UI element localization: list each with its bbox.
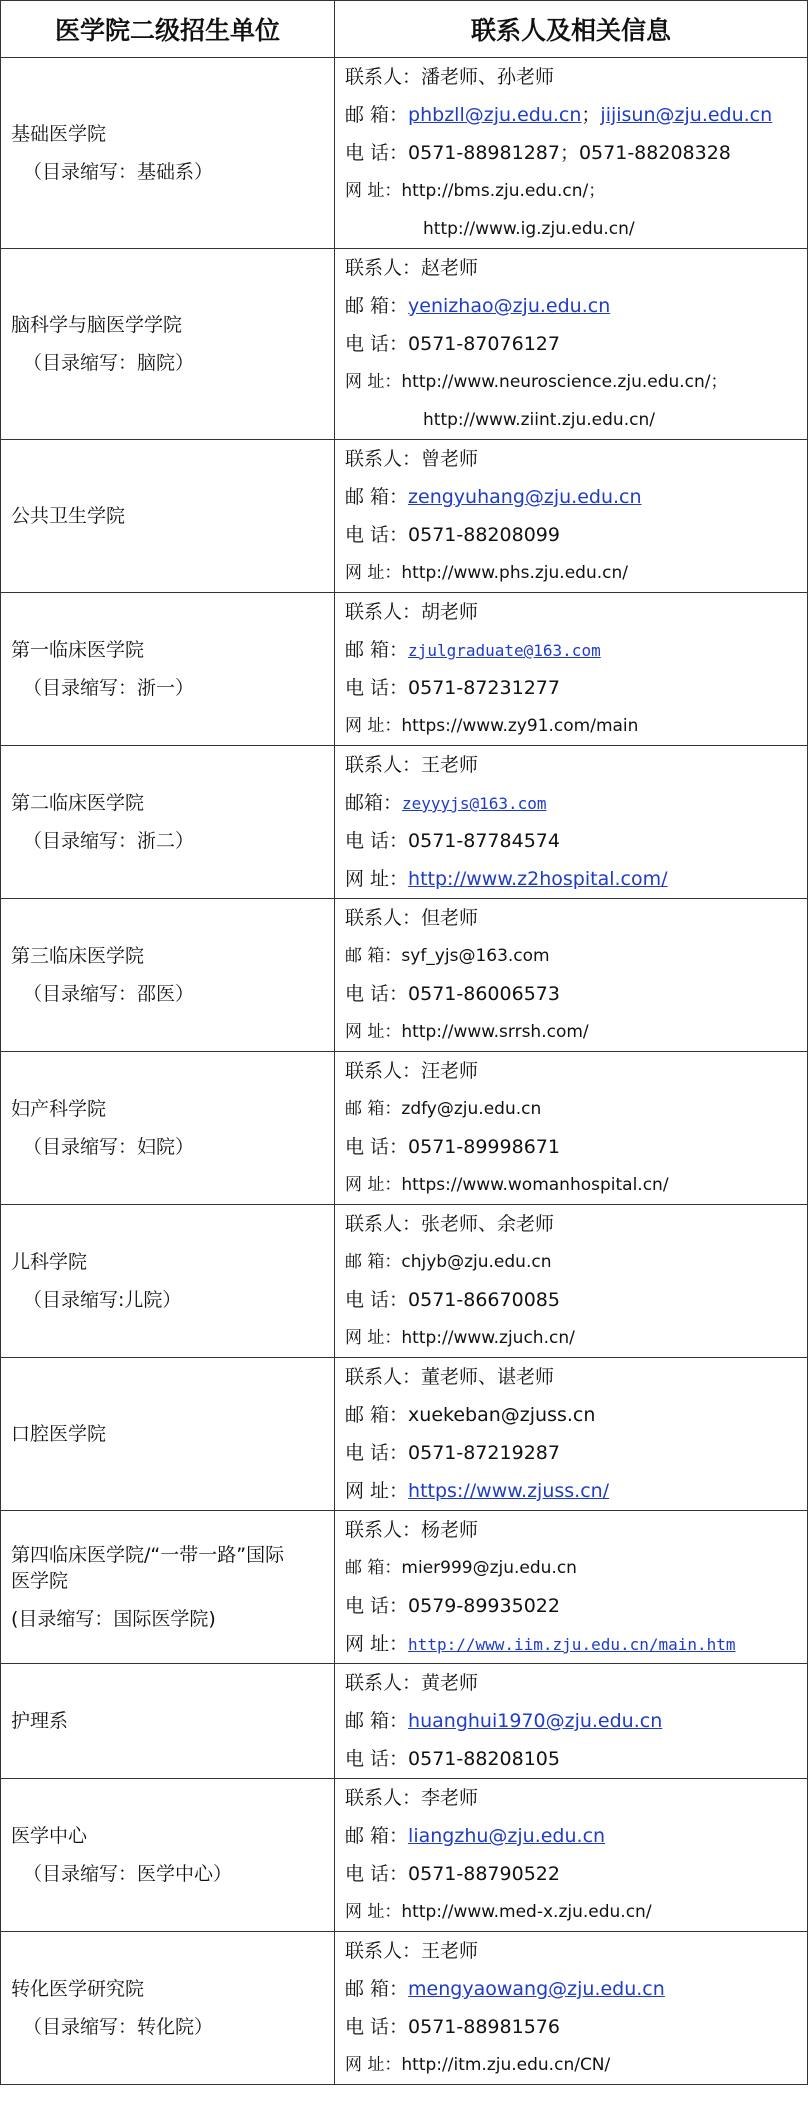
phone-line [345,1281,801,1319]
phone-label: 电 话： [345,333,409,355]
unit-name: 公共卫生学院 [11,505,126,527]
website-line [345,1472,801,1510]
unit-name: 脑科学与脑医学学院 [11,314,183,336]
email-line [345,1970,801,2008]
email-label: 邮 箱： [345,1825,409,1847]
unit-cell [1,1358,335,1511]
email-line [345,784,801,822]
table-header-row [1,1,808,58]
unit-name: 第四临床医学院/“一带一路”国际 [11,1544,285,1566]
website-label: 网 址： [345,1902,402,1922]
email-line [345,1549,801,1587]
website-url: http://www.phs.zju.edu.cn/ [401,563,628,583]
website-line [345,1319,801,1357]
info-cell [335,746,808,899]
unit-name: 护理系 [11,1710,69,1732]
email-line [345,1817,801,1855]
phone-value: 0571-86670085 [408,1289,560,1311]
phone-line [345,1434,801,1472]
unit-abbr: （目录缩写：脑院） [23,352,195,374]
website-line [345,2046,801,2084]
email-value: xuekeban@zjuss.cn [408,1404,596,1426]
unit-name: 第一临床医学院 [11,639,145,661]
email-label: 邮 箱： [345,946,402,966]
email-value: zdfy@zju.edu.cn [401,1099,542,1119]
info-cell [335,1932,808,2085]
contact-person: 联系人：王老师 [345,1940,479,1962]
email-label: 邮 箱： [345,295,409,317]
phone-value: 0571-87219287 [408,1442,560,1464]
email-label: 邮 箱： [345,486,409,508]
unit-cell [1,1205,335,1358]
contact-person: 联系人：董老师、谌老师 [345,1366,555,1388]
phone-line [345,822,801,860]
website-url-continued: http://www.ziint.zju.edu.cn/ [423,410,655,430]
contact-person: 联系人：胡老师 [345,601,479,623]
contact-person: 联系人：汪老师 [345,1060,479,1082]
phone-value: 0571-88981576 [408,2016,560,2038]
info-cell [335,58,808,249]
table-row [1,1358,808,1511]
email-link[interactable]: liangzhu@zju.edu.cn [408,1825,606,1847]
website-line [345,1893,801,1931]
header-unit: 医学院二级招生单位 [1,1,335,58]
email-label: 邮箱： [345,792,403,814]
email-label: 邮 箱： [345,104,409,126]
website-line [345,1013,801,1051]
header-contact-info: 联系人及相关信息 [335,1,808,58]
email-link[interactable]: phbzll@zju.edu.cn [408,104,582,126]
unit-cell [1,1511,335,1664]
unit-cell [1,440,335,593]
email-label: 邮 箱： [345,1252,402,1272]
info-cell [335,899,808,1052]
table-row [1,58,808,249]
website-label: 网 址： [345,1022,402,1042]
website-label: 网 址： [345,563,402,583]
phone-value: 0579-89935022 [408,1595,560,1617]
phone-value: 0571-87784574 [408,830,560,852]
info-cell [335,1779,808,1932]
unit-name: 第二临床医学院 [11,792,145,814]
phone-value: 0571-87231277 [408,677,560,699]
unit-abbr: （目录缩写：浙二） [23,830,195,852]
unit-name: 医学中心 [11,1825,88,1847]
phone-label: 电 话： [345,1289,409,1311]
email-label: 邮 箱： [345,1404,409,1426]
website-url: http://www.zjuch.cn/ [401,1328,575,1348]
table-row [1,899,808,1052]
phone-line [345,1740,801,1778]
website-label: 网 址： [345,1633,409,1655]
website-url: http://www.med-x.zju.edu.cn/ [401,1902,652,1922]
email-link[interactable]: zjulgraduate@163.com [408,641,601,660]
info-cell [335,1664,808,1779]
unit-cell [1,899,335,1052]
unit-name-continued: 医学院 [11,1570,69,1592]
unit-name: 第三临床医学院 [11,945,145,967]
contact-person: 联系人：曾老师 [345,448,479,470]
phone-line [345,1587,801,1625]
info-cell [335,593,808,746]
unit-abbr: （目录缩写：转化院） [23,2016,214,2038]
phone-line [345,134,801,172]
website-url: http://www.neuroscience.zju.edu.cn/； [401,372,728,392]
unit-cell [1,1779,335,1932]
email-line [345,1090,801,1128]
table-row [1,593,808,746]
info-cell [335,1052,808,1205]
website-url: http://www.srrsh.com/ [401,1022,589,1042]
unit-abbr: （目录缩写：邵医） [23,983,195,1005]
unit-name: 儿科学院 [11,1251,88,1273]
unit-name: 口腔医学院 [11,1423,107,1445]
unit-cell [1,58,335,249]
email-value: chjyb@zju.edu.cn [401,1252,552,1272]
email-line [345,937,801,975]
phone-value: 0571-86006573 [408,983,560,1005]
phone-value: 0571-88981287；0571-88208328 [408,142,731,164]
email-label: 邮 箱： [345,639,409,661]
phone-label: 电 话： [345,1748,409,1770]
email-line [345,1243,801,1281]
website-url: http://itm.zju.edu.cn/CN/ [401,2055,611,2075]
phone-line [345,1855,801,1893]
website-line [345,554,801,592]
website-url: https://www.zy91.com/main [401,716,639,736]
website-line [345,363,801,401]
table-row [1,249,808,440]
table-row [1,1052,808,1205]
unit-cell [1,746,335,899]
phone-label: 电 话： [345,830,409,852]
website-line [345,1625,801,1663]
email-line [345,1396,801,1434]
contact-person: 联系人：赵老师 [345,257,479,279]
table-row [1,1205,808,1358]
contact-person: 联系人：李老师 [345,1787,479,1809]
contact-person: 联系人：黄老师 [345,1672,479,1694]
phone-value: 0571-87076127 [408,333,560,355]
phone-label: 电 话： [345,1136,409,1158]
email-value: mier999@zju.edu.cn [401,1558,577,1578]
website-line [345,172,801,210]
phone-line [345,975,801,1013]
table-row [1,1511,808,1664]
unit-abbr: （目录缩写：基础系） [23,161,214,183]
unit-abbr: （目录缩写:儿院） [23,1289,182,1311]
contact-person: 联系人：潘老师、孙老师 [345,66,555,88]
contact-person: 联系人：但老师 [345,907,479,929]
email-line [345,1702,801,1740]
table-row [1,1779,808,1932]
website-label: 网 址： [345,181,402,201]
website-line [345,860,801,898]
unit-name: 妇产科学院 [11,1098,107,1120]
phone-label: 电 话： [345,2016,409,2038]
table-row [1,1932,808,2085]
phone-line [345,669,801,707]
email-value: syf_yjs@163.com [401,946,550,966]
phone-line [345,516,801,554]
unit-abbr: （目录缩写：医学中心） [23,1863,233,1885]
email-label: 邮 箱： [345,1978,409,2000]
phone-label: 电 话： [345,524,409,546]
contact-person: 联系人：王老师 [345,754,479,776]
phone-label: 电 话： [345,677,409,699]
table-row [1,1664,808,1779]
phone-line [345,2008,801,2046]
email-link[interactable]: zeyyyjs@163.com [402,794,547,813]
website-label: 网 址： [345,1480,409,1502]
email-label: 邮 箱： [345,1558,402,1578]
email-line [345,287,801,325]
info-cell [335,1358,808,1511]
unit-abbr: （目录缩写：浙一） [23,677,195,699]
unit-cell [1,1932,335,2085]
email-link[interactable]: jijisun@zju.edu.cn [600,104,773,126]
email-label: 邮 箱： [345,1099,402,1119]
email-link[interactable]: huanghui1970@zju.edu.cn [408,1710,663,1732]
phone-line [345,1128,801,1166]
phone-line [345,325,801,363]
phone-value: 0571-88790522 [408,1863,560,1885]
contact-person: 联系人：张老师、余老师 [345,1213,555,1235]
phone-label: 电 话： [345,142,409,164]
website-label: 网 址： [345,716,402,736]
unit-cell [1,249,335,440]
website-line [345,1166,801,1204]
unit-name: 基础医学院 [11,123,107,145]
table-row [1,440,808,593]
email-link[interactable]: yenizhao@zju.edu.cn [408,295,611,317]
email-link[interactable]: mengyaowang@zju.edu.cn [408,1978,665,2000]
unit-name: 转化医学研究院 [11,1978,145,2000]
unit-abbr: (目录缩写：国际医学院) [11,1608,216,1630]
website-label: 网 址： [345,2055,402,2075]
email-line [345,478,801,516]
phone-label: 电 话： [345,1863,409,1885]
unit-abbr: （目录缩写：妇院） [23,1136,195,1158]
info-cell [335,1511,808,1664]
email-line [345,96,801,134]
website-link[interactable]: http://www.z2hospital.com/ [408,868,668,890]
website-label: 网 址： [345,372,402,392]
unit-cell [1,1052,335,1205]
phone-label: 电 话： [345,1595,409,1617]
website-link[interactable]: http://www.iim.zju.edu.cn/main.htm [408,1635,736,1654]
phone-label: 电 话： [345,983,409,1005]
email-separator: ； [581,104,601,126]
website-url-continued: http://www.ig.zju.edu.cn/ [423,219,635,239]
email-label: 邮 箱： [345,1710,409,1732]
website-label: 网 址： [345,1175,402,1195]
email-line [345,631,801,669]
website-link[interactable]: https://www.zjuss.cn/ [408,1480,610,1502]
phone-label: 电 话： [345,1442,409,1464]
info-cell [335,1205,808,1358]
website-label: 网 址： [345,868,409,890]
phone-value: 0571-88208105 [408,1748,560,1770]
website-url: http://bms.zju.edu.cn/； [401,181,606,201]
website-label: 网 址： [345,1328,402,1348]
website-url: https://www.womanhospital.cn/ [401,1175,669,1195]
phone-value: 0571-88208099 [408,524,560,546]
unit-cell [1,593,335,746]
contact-person: 联系人：杨老师 [345,1519,479,1541]
email-link[interactable]: zengyuhang@zju.edu.cn [408,486,642,508]
unit-cell [1,1664,335,1779]
phone-value: 0571-89998671 [408,1136,560,1158]
info-cell [335,249,808,440]
table-row [1,746,808,899]
info-cell [335,440,808,593]
website-line [345,707,801,745]
